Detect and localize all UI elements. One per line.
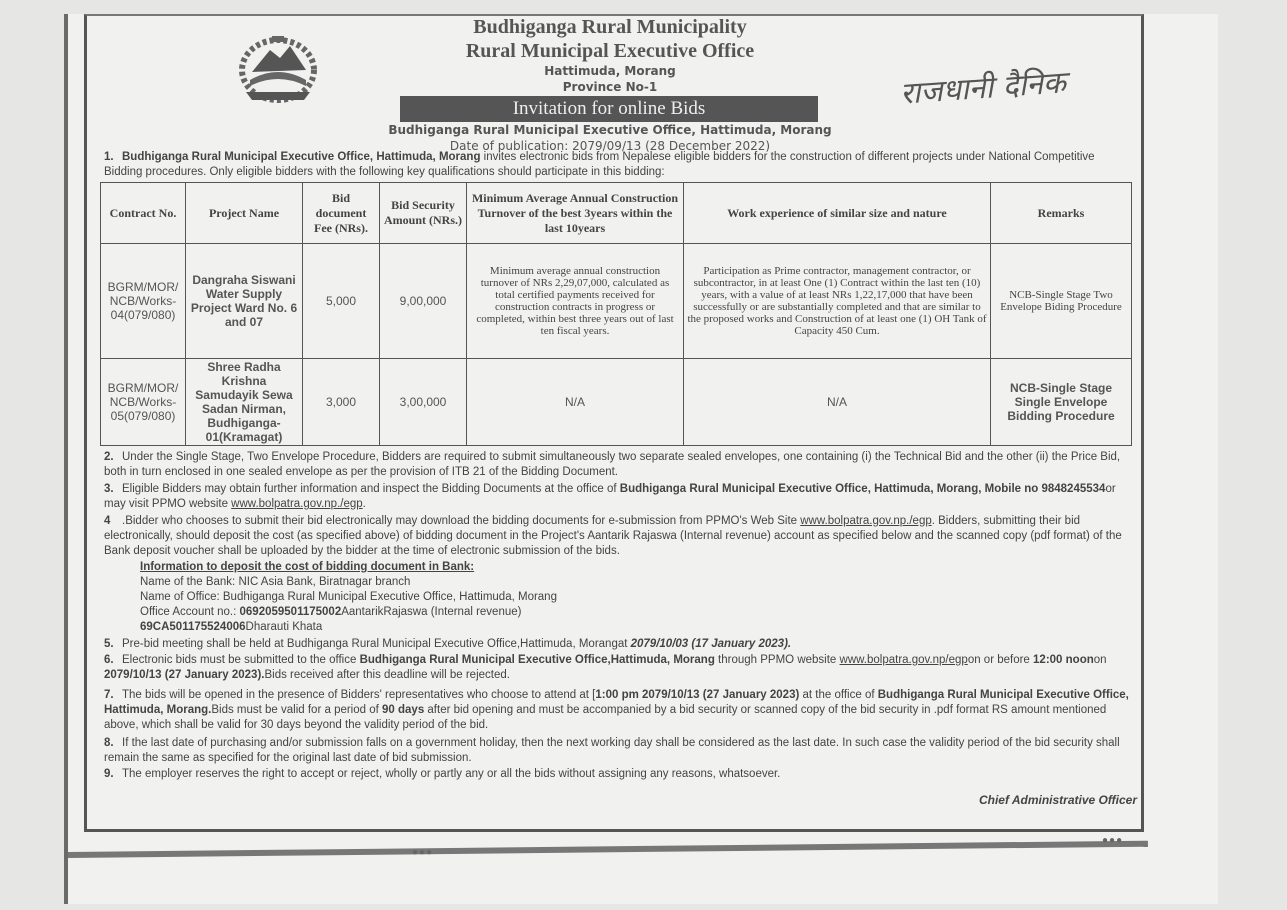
validity-days: 90 days	[382, 704, 425, 716]
clause-number: 7.	[104, 689, 114, 701]
col-project-name: Project Name	[186, 183, 303, 244]
location: Hattimuda, Morang	[544, 64, 676, 78]
clause-number: 9.	[104, 768, 114, 780]
bank-account-2	[140, 620, 1040, 635]
clause-text: If the last date of purchasing and/or submission falls on a government holiday, then the next working day shall be considered as the last date. In such case the validity period of the bid security shall remain the same as specified for the original last date of bid submission.	[104, 737, 1120, 764]
bids-table	[100, 182, 1132, 446]
clause-number: 3.	[104, 483, 114, 495]
clause-text: or may visit PPMO website	[104, 483, 1116, 510]
remarks: NCB-Single Stage Single Envelope Bidding Procedure	[991, 359, 1132, 446]
clause-5	[104, 637, 1134, 652]
clause-text: Bids received after this deadline will be rejected.	[264, 669, 510, 681]
clause-text: Electronic bids must be submitted to the office	[122, 654, 360, 666]
bolpatra-link[interactable]: www.bolpatra.gov.np/egp	[839, 654, 968, 666]
publication-date: Date of publication: 2079/09/13 (28 December 2022)	[449, 139, 771, 153]
deadline-date: 2079/10/13 (27 January 2023).	[104, 669, 265, 681]
clause-bold: Budhiganga Rural Municipal Executive Office, Hattimuda, Morang, Mobile no 9848245534	[619, 483, 1106, 495]
col-remarks: Remarks	[991, 183, 1132, 244]
intro-bold: Budhiganga Rural Municipal Executive Office, Hattimuda, Morang	[122, 151, 481, 163]
clause-9	[104, 767, 1134, 782]
clause-number: 5.	[104, 638, 114, 650]
prebid-date: 2079/10/03 (17 January 2023).	[630, 638, 792, 650]
clause-text: through PPMO website	[714, 654, 840, 666]
clause-8	[104, 736, 1134, 766]
intro-clause	[104, 150, 1134, 180]
clause-text: . Bidders, submitting their bid electronically, should deposit the cost (as specified above) of bidding document in the Project's Aantarik Rajaswa (Internal revenue) account as specified below and the scanned copy (pdf format) of the Bank deposit voucher shall be uploaded by the bidder at the time of electronic submission of the bids.	[104, 515, 1122, 557]
province: Province No-1	[562, 80, 658, 94]
clause-number: 6.	[104, 654, 114, 666]
opening-date: 1:00 pm 2079/10/13 (27 January 2023)	[595, 689, 800, 701]
bid-fee: 5,000	[303, 244, 380, 359]
table-row	[101, 244, 1132, 359]
clause-text: .	[362, 498, 366, 510]
table-row	[101, 359, 1132, 446]
bank-name: Name of the Bank: NIC Asia Bank, Biratnagar branch	[140, 576, 411, 588]
account-type: Dharauti Khata	[245, 621, 323, 633]
contract-no: BGRM/MOR/ NCB/Works-05(079/080)	[101, 359, 186, 446]
clause-4	[104, 514, 1134, 559]
bank-account	[140, 605, 1040, 620]
clause-text: Eligible Bidders may obtain further information and inspect the Bidding Documents at the office of	[122, 483, 620, 495]
account-number: 0692059501175002	[239, 606, 342, 618]
clause-text: Under the Single Stage, Two Envelope Procedure, Bidders are required to submit simultaneously two separate sealed envelopes, one containing (i) the Technical Bid and the other (ii) the Price Bid, both in turn enclosed in one sealed envelope as per the provision of ITB 21 of the Bidding Document.	[104, 451, 1121, 478]
clause-3	[104, 482, 1134, 512]
col-bid-fee: Bid document Fee (NRs).	[303, 183, 380, 244]
handwritten-note: राजधानी दैनिक	[899, 65, 1068, 112]
clause-text: on	[1093, 654, 1107, 666]
contract-no: BGRM/MOR/ NCB/Works-04(079/080)	[101, 244, 186, 359]
turnover: N/A	[467, 359, 684, 446]
project-name: Dangraha Siswani Water Supply Project Ward No. 6 and 07	[186, 244, 303, 359]
decorative-dots-icon: ●●●	[412, 847, 434, 858]
clause-number: 4	[104, 515, 111, 527]
project-name: Shree Radha Krishna Samudayik Sewa Sadan Nirman, Budhiganga-01(Kramagat)	[186, 359, 303, 446]
bid-security: 3,00,000	[380, 359, 467, 446]
clause-bold: Budhiganga Rural Municipal Executive Office,Hattimuda, Morang	[359, 654, 715, 666]
page-title: Invitation for online Bids	[400, 96, 818, 122]
decorative-dots-icon: ●●●	[1102, 835, 1124, 846]
org-name: Budhiganga Rural Municipality	[473, 16, 747, 38]
office-name: Rural Municipal Executive Office	[465, 40, 755, 62]
account-type: AantarikRajaswa (Internal revenue)	[341, 606, 522, 618]
clause-text: .Bidder who chooses to submit their bid electronically may download the bidding documents for e-submission from PPMO's Web Site	[122, 515, 801, 527]
clause-text: after bid opening and must be accompanied by a bid security or scanned copy of the bid security in .pdf format RS amount mentioned above, which shall be valid for 30 days beyond the validity period of the bid.	[104, 704, 1107, 731]
bid-security: 9,00,000	[380, 244, 467, 359]
remarks: NCB-Single Stage Two Envelope Biding Procedure	[991, 244, 1132, 359]
account-number: 69CA501175524006	[140, 621, 246, 633]
col-contract-no: Contract No.	[101, 183, 186, 244]
clause-number: 2.	[104, 451, 114, 463]
clause-text: at the office of	[799, 689, 878, 701]
clause-7	[104, 688, 1134, 733]
turnover: Minimum average annual construction turnover of NRs 2,29,07,000, calculated as total certified payments received for construction contracts in progress or completed, within best three years out of last ten fiscal years.	[467, 244, 684, 359]
experience: Participation as Prime contractor, management contractor, or subcontractor, in at least One (1) Contract within the last ten (10) years, with a value of at least NRs 1,22,17,000 that have been successfully or are substantially completed and that are similar to the proposed works and Construction of at least one (1) OH Tank of Capacity 450 Cum.	[684, 244, 991, 359]
col-bid-security: Bid Security Amount (NRs.)	[380, 183, 467, 244]
bid-fee: 3,000	[303, 359, 380, 446]
bolpatra-link[interactable]: www.bolpatra.gov.np./egp	[231, 498, 363, 510]
bank-office-name: Name of Office: Budhiganga Rural Municipal Executive Office, Hattimuda, Morang	[140, 591, 557, 603]
table-header-row	[101, 183, 1132, 244]
clause-text: Bids must be valid for a period of	[211, 704, 383, 716]
clause-text: Pre-bid meeting shall be held at Budhiganga Rural Municipal Executive Office,Hattimuda, Morangat	[122, 638, 631, 650]
clause-6	[104, 653, 1134, 683]
col-experience: Work experience of similar size and nature	[684, 183, 991, 244]
nepal-government-emblem-icon	[232, 28, 324, 108]
bank-heading: Information to deposit the cost of bidding document in Bank:	[140, 561, 475, 573]
signature-title: Chief Administrative Officer	[978, 793, 1137, 807]
clause-number: 1.	[104, 151, 114, 163]
account-label: Office Account no.:	[140, 606, 240, 618]
clause-number: 8.	[104, 737, 114, 749]
bank-info	[140, 560, 1040, 635]
clause-text: on or before	[967, 654, 1034, 666]
deadline-time: 12:00 noon	[1033, 654, 1094, 666]
col-turnover: Minimum Average Annual Construction Turnover of the best 3years within the last 10years	[467, 183, 684, 244]
intro-text: invites electronic bids from Nepalese eligible bidders for the construction of different projects under National Competitive Bidding procedures. Only eligible bidders with the following key qualifications should participate in this bidding:	[104, 151, 1095, 178]
clause-text: The employer reserves the right to accept or reject, wholly or partly any or all the bids without assigning any reasons, whatsoever.	[122, 768, 781, 780]
clause-text: The bids will be opened in the presence of Bidders' representatives who choose to attend at [	[122, 689, 596, 701]
clause-bold: Budhiganga Rural Municipal Executive Office, Hattimuda, Morang.	[104, 689, 1129, 716]
clause-2	[104, 450, 1134, 480]
bolpatra-link[interactable]: www.bolpatra.gov.np./egp	[800, 515, 932, 527]
experience: N/A	[684, 359, 991, 446]
issuer: Budhiganga Rural Municipal Executive Office, Hattimuda, Morang	[388, 123, 832, 137]
